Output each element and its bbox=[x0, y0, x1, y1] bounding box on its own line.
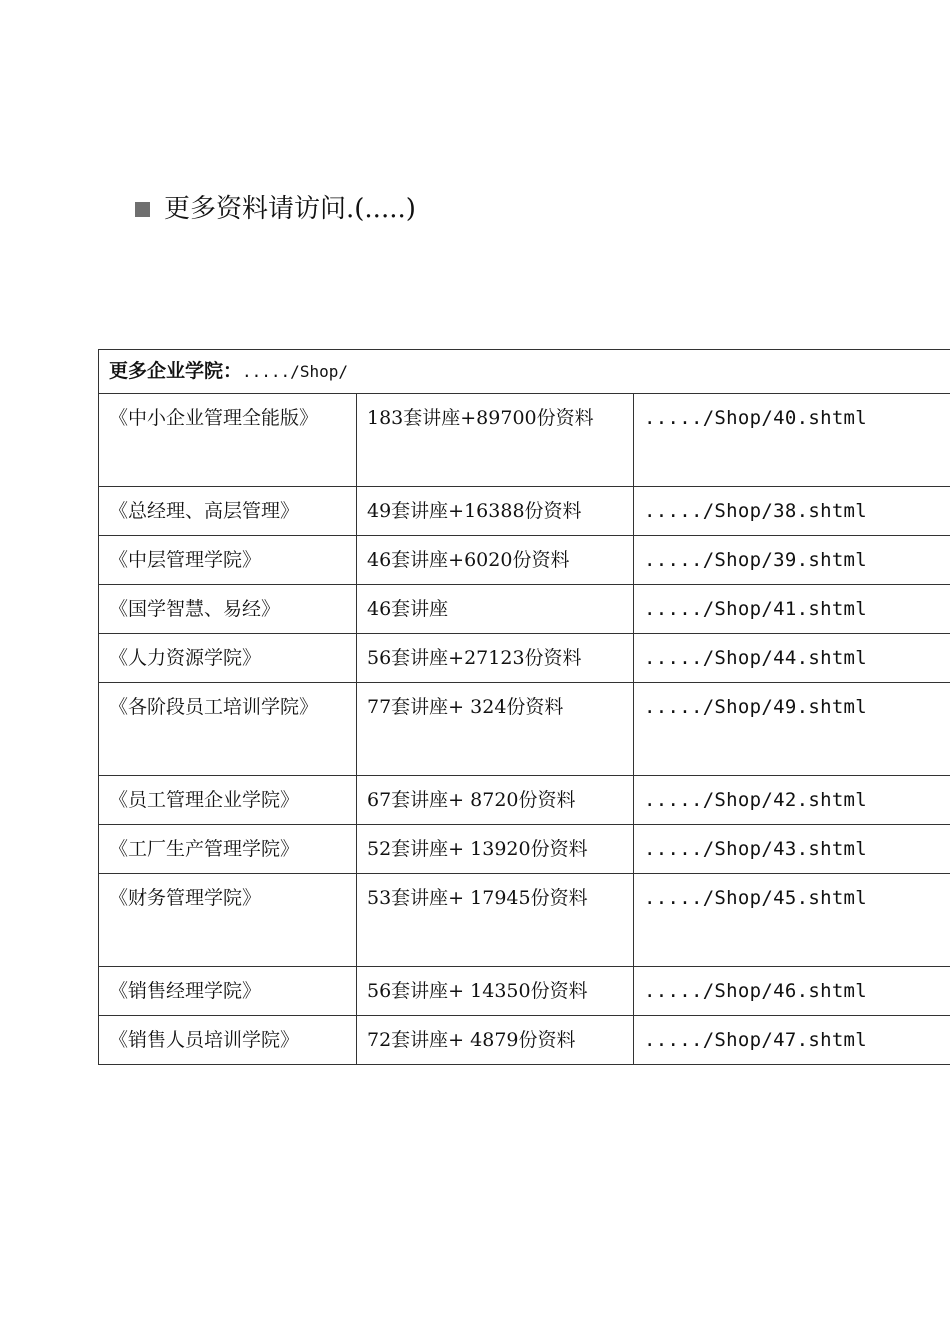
academy-name: 《员工管理企业学院》 bbox=[99, 776, 357, 825]
table-row bbox=[99, 776, 950, 825]
academy-table bbox=[98, 349, 950, 1065]
academy-content: 67套讲座+ 8720份资料 bbox=[357, 776, 634, 825]
table-row bbox=[99, 585, 950, 634]
table-header-cell bbox=[99, 350, 950, 394]
academy-content: 77套讲座+ 324份资料 bbox=[357, 683, 634, 776]
academy-url[interactable]: ...../Shop/45.shtml bbox=[634, 874, 950, 967]
academy-url[interactable]: ...../Shop/42.shtml bbox=[634, 776, 950, 825]
academy-url[interactable]: ...../Shop/39.shtml bbox=[634, 536, 950, 585]
academy-name: 《财务管理学院》 bbox=[99, 874, 357, 967]
table-row bbox=[99, 825, 950, 874]
academy-name: 《国学智慧、易经》 bbox=[99, 585, 357, 634]
academy-content: 183套讲座+89700份资料 bbox=[357, 394, 634, 487]
academy-name: 《人力资源学院》 bbox=[99, 634, 357, 683]
academy-content: 56套讲座+27123份资料 bbox=[357, 634, 634, 683]
academy-name: 《总经理、高层管理》 bbox=[99, 487, 357, 536]
academy-name: 《销售经理学院》 bbox=[99, 967, 357, 1016]
academy-content: 49套讲座+16388份资料 bbox=[357, 487, 634, 536]
academy-content: 52套讲座+ 13920份资料 bbox=[357, 825, 634, 874]
table-row bbox=[99, 634, 950, 683]
academy-name: 《中小企业管理全能版》 bbox=[99, 394, 357, 487]
academy-content: 72套讲座+ 4879份资料 bbox=[357, 1016, 634, 1065]
academy-name: 《各阶段员工培训学院》 bbox=[99, 683, 357, 776]
academy-content: 46套讲座 bbox=[357, 585, 634, 634]
table-row bbox=[99, 1016, 950, 1065]
academy-content: 56套讲座+ 14350份资料 bbox=[357, 967, 634, 1016]
academy-name: 《工厂生产管理学院》 bbox=[99, 825, 357, 874]
table-header-label: 更多企业学院： bbox=[109, 360, 243, 382]
academy-url[interactable]: ...../Shop/44.shtml bbox=[634, 634, 950, 683]
table-row bbox=[99, 967, 950, 1016]
visit-note-text: 更多资料请访问.(.....) bbox=[164, 194, 416, 224]
academy-url[interactable]: ...../Shop/38.shtml bbox=[634, 487, 950, 536]
visit-note bbox=[135, 192, 416, 226]
academy-content: 53套讲座+ 17945份资料 bbox=[357, 874, 634, 967]
academy-url[interactable]: ...../Shop/46.shtml bbox=[634, 967, 950, 1016]
table-header-url[interactable]: ...../Shop/ bbox=[242, 362, 348, 381]
academy-content: 46套讲座+6020份资料 bbox=[357, 536, 634, 585]
academy-url[interactable]: ...../Shop/40.shtml bbox=[634, 394, 950, 487]
academy-url[interactable]: ...../Shop/49.shtml bbox=[634, 683, 950, 776]
table-row bbox=[99, 394, 950, 487]
table-header-row bbox=[99, 350, 950, 394]
table-row bbox=[99, 536, 950, 585]
academy-url[interactable]: ...../Shop/41.shtml bbox=[634, 585, 950, 634]
square-bullet-icon bbox=[135, 202, 150, 217]
academy-name: 《销售人员培训学院》 bbox=[99, 1016, 357, 1065]
academy-url[interactable]: ...../Shop/43.shtml bbox=[634, 825, 950, 874]
academy-url[interactable]: ...../Shop/47.shtml bbox=[634, 1016, 950, 1065]
table-row bbox=[99, 487, 950, 536]
academy-name: 《中层管理学院》 bbox=[99, 536, 357, 585]
table-row bbox=[99, 683, 950, 776]
table-row bbox=[99, 874, 950, 967]
